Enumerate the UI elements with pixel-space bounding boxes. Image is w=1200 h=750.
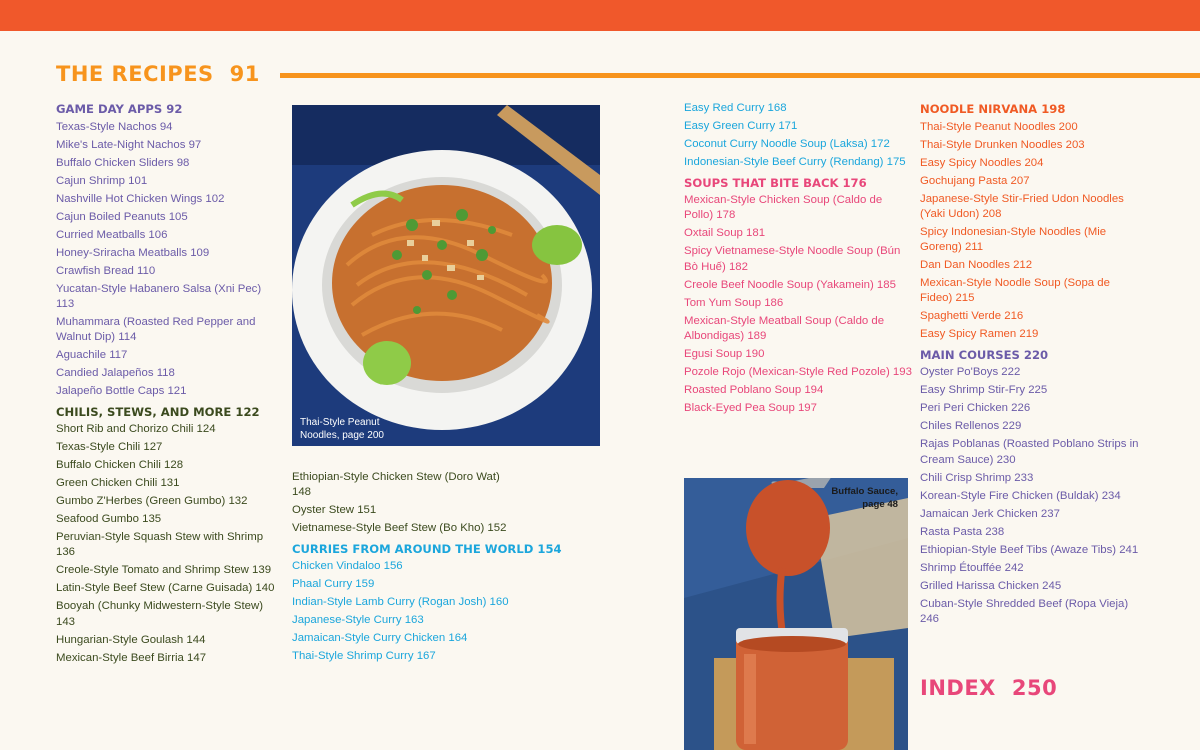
section-title-curries: CURRIES FROM AROUND THE WORLD 154	[292, 541, 562, 556]
section-title-noodle-nirvana: NOODLE NIRVANA 198	[920, 102, 1066, 116]
page-title-page-number: 91	[229, 62, 260, 86]
recipe-entry: Spaghetti Verde 216	[920, 310, 1024, 323]
recipe-entry: Rajas Poblanas (Roasted Poblano Strips in Cream Sauce) 230	[920, 438, 1139, 466]
recipe-entry: Mexican-Style Noodle Soup (Sopa de Fideo) 215	[920, 276, 1110, 305]
curries-continued-list	[684, 101, 912, 170]
recipe-entry: Tom Yum Soup 186	[684, 296, 784, 309]
section-title-main-courses: MAIN COURSES 220	[920, 347, 1049, 362]
recipe-entry: Texas-Style Chili 127	[56, 441, 163, 454]
recipe-entry: Chili Crisp Shrimp 233	[920, 471, 1034, 484]
index-heading: INDEX 250	[920, 676, 1058, 700]
noodles-list	[920, 120, 1142, 343]
chilis-list	[56, 422, 281, 666]
recipe-entry: Ethiopian-Style Chicken Stew (Doro Wat) 148	[292, 471, 500, 499]
recipe-entry: Ethiopian-Style Beef Tibs (Awaze Tibs) 241	[920, 543, 1139, 556]
recipe-entry: Yucatan-Style Habanero Salsa (Xni Pec) 113	[56, 282, 262, 310]
section-title-game-day-apps: GAME DAY APPS 92	[56, 102, 183, 116]
peanut-noodles-caption: Thai-Style Peanut Noodles, page 200	[300, 417, 384, 441]
recipe-entry: Chiles Rellenos 229	[920, 420, 1022, 433]
recipe-entry: Peruvian-Style Squash Stew with Shrimp 136	[56, 531, 264, 559]
recipe-entry: Oyster Po'Boys 222	[920, 366, 1021, 379]
recipe-entry: Creole-Style Tomato and Shrimp Stew 139	[56, 564, 272, 577]
recipe-entry: Jamaican-Style Curry Chicken 164	[292, 632, 468, 645]
recipe-entry: Pozole Rojo (Mexican-Style Red Pozole) 193	[684, 365, 912, 378]
recipe-entry: Thai-Style Shrimp Curry 167	[292, 650, 436, 663]
column-2	[292, 470, 562, 667]
recipe-entry: Roasted Poblano Soup 194	[684, 383, 824, 396]
recipe-entry: Buffalo Chicken Chili 128	[56, 459, 184, 472]
recipe-entry: Creole Beef Noodle Soup (Yakamein) 185	[684, 278, 896, 291]
recipe-entry: Rasta Pasta 238	[920, 525, 1005, 538]
recipe-entry: Mexican-Style Chicken Soup (Caldo de Pollo) 178	[684, 194, 883, 222]
recipe-entry: Jalapeño Bottle Caps 121	[56, 384, 187, 397]
recipe-entry: Oxtail Soup 181	[684, 227, 766, 240]
recipe-entry: Korean-Style Fire Chicken (Buldak) 234	[920, 489, 1121, 502]
recipe-entry: Coconut Curry Noodle Soup (Laksa) 172	[684, 138, 890, 150]
recipe-entry: Short Rib and Chorizo Chili 124	[56, 423, 216, 436]
recipe-entry: Black-Eyed Pea Soup 197	[684, 401, 817, 414]
recipe-entry: Thai-Style Drunken Noodles 203	[920, 138, 1085, 151]
recipe-entry: Aguachile 117	[56, 348, 128, 361]
recipe-entry: Grilled Harissa Chicken 245	[920, 579, 1062, 592]
title-rule	[280, 73, 1200, 78]
recipe-entry: Seafood Gumbo 135	[56, 513, 162, 526]
index-page-number: 250	[1011, 676, 1058, 700]
page-title: THE RECIPES 91	[56, 62, 260, 86]
recipe-entry: Gumbo Z'Herbes (Green Gumbo) 132	[56, 495, 248, 508]
recipe-entry: Latin-Style Beef Stew (Carne Guisada) 140	[56, 582, 275, 595]
recipe-entry: Jamaican Jerk Chicken 237	[920, 507, 1060, 520]
recipe-entry: Muhammara (Roasted Red Pepper and Walnut Dip) 114	[56, 315, 256, 343]
recipe-entry: Cuban-Style Shredded Beef (Ropa Vieja) 246	[920, 597, 1129, 625]
recipe-entry: Green Chicken Chili 131	[56, 477, 180, 490]
recipe-entry: Dan Dan Noodles 212	[920, 258, 1033, 271]
recipe-entry: Easy Red Curry 168	[684, 102, 787, 114]
recipe-entry: Buffalo Chicken Sliders 98	[56, 156, 190, 169]
recipe-entry: Shrimp Étouffée 242	[920, 561, 1024, 574]
game-day-list	[56, 120, 281, 400]
recipe-entry: Peri Peri Chicken 226	[920, 402, 1031, 415]
curries-list	[292, 559, 517, 664]
recipe-entry: Cajun Shrimp 101	[56, 174, 148, 187]
recipe-entry: Nashville Hot Chicken Wings 102	[56, 192, 225, 205]
section-title-chilis-stews: CHILIS, STEWS, AND MORE 122	[56, 404, 260, 419]
recipe-entry: Indonesian-Style Beef Curry (Rendang) 175	[684, 156, 906, 168]
column-4	[920, 101, 1142, 630]
recipe-entry: Honey-Sriracha Meatballs 109	[56, 246, 210, 259]
recipe-entry: Oyster Stew 151	[292, 504, 377, 517]
buffalo-sauce-caption: Buffalo Sauce, page 48	[831, 486, 898, 510]
recipe-entry: Booyah (Chunky Midwestern-Style Stew) 143	[56, 600, 264, 628]
recipe-entry: Indian-Style Lamb Curry (Rogan Josh) 160	[292, 596, 509, 609]
recipe-entry: Easy Shrimp Stir-Fry 225	[920, 384, 1048, 397]
recipe-entry: Thai-Style Peanut Noodles 200	[920, 120, 1078, 133]
recipe-entry: Mike's Late-Night Nachos 97	[56, 138, 202, 151]
recipe-entry: Spicy Indonesian-Style Noodles (Mie Goreng) 211	[920, 225, 1107, 253]
column-3	[684, 101, 912, 419]
recipe-entry: Egusi Soup 190	[684, 347, 765, 360]
column-1	[56, 101, 281, 669]
recipe-entry: Curried Meatballs 106	[56, 228, 168, 241]
recipe-entry: Easy Green Curry 171	[684, 120, 798, 132]
recipe-entry: Mexican-Style Meatball Soup (Caldo de Albondigas) 189	[684, 314, 885, 342]
recipe-entry: Chicken Vindaloo 156	[292, 560, 403, 573]
recipe-entry: Hungarian-Style Goulash 144	[56, 633, 206, 646]
buffalo-sauce-photo	[684, 478, 908, 750]
recipe-entry: Crawfish Bread 110	[56, 264, 156, 277]
main-courses-list	[920, 365, 1142, 627]
recipe-entry: Vietnamese-Style Beef Stew (Bo Kho) 152	[292, 522, 507, 535]
recipe-entry: Cajun Boiled Peanuts 105	[56, 210, 188, 223]
recipe-entry: Japanese-Style Curry 163	[292, 614, 424, 627]
soups-list	[684, 193, 912, 416]
section-title-soups: SOUPS THAT BITE BACK 176	[684, 175, 867, 190]
recipe-entry: Gochujang Pasta 207	[920, 174, 1030, 187]
top-color-bar	[0, 0, 1200, 31]
recipe-entry: Mexican-Style Beef Birria 147	[56, 651, 207, 664]
recipe-entry: Candied Jalapeños 118	[56, 366, 175, 379]
stews-continued-list	[292, 470, 517, 536]
recipe-entry: Texas-Style Nachos 94	[56, 120, 173, 133]
recipe-entry: Phaal Curry 159	[292, 578, 375, 591]
recipe-entry: Easy Spicy Noodles 204	[920, 156, 1044, 169]
peanut-noodles-photo	[292, 105, 600, 446]
recipe-entry: Easy Spicy Ramen 219	[920, 328, 1039, 341]
recipe-entry: Japanese-Style Stir-Fried Udon Noodles (Yaki Udon) 208	[920, 192, 1124, 220]
recipe-entry: Spicy Vietnamese-Style Noodle Soup (Bún Bò Huế) 182	[684, 245, 901, 273]
